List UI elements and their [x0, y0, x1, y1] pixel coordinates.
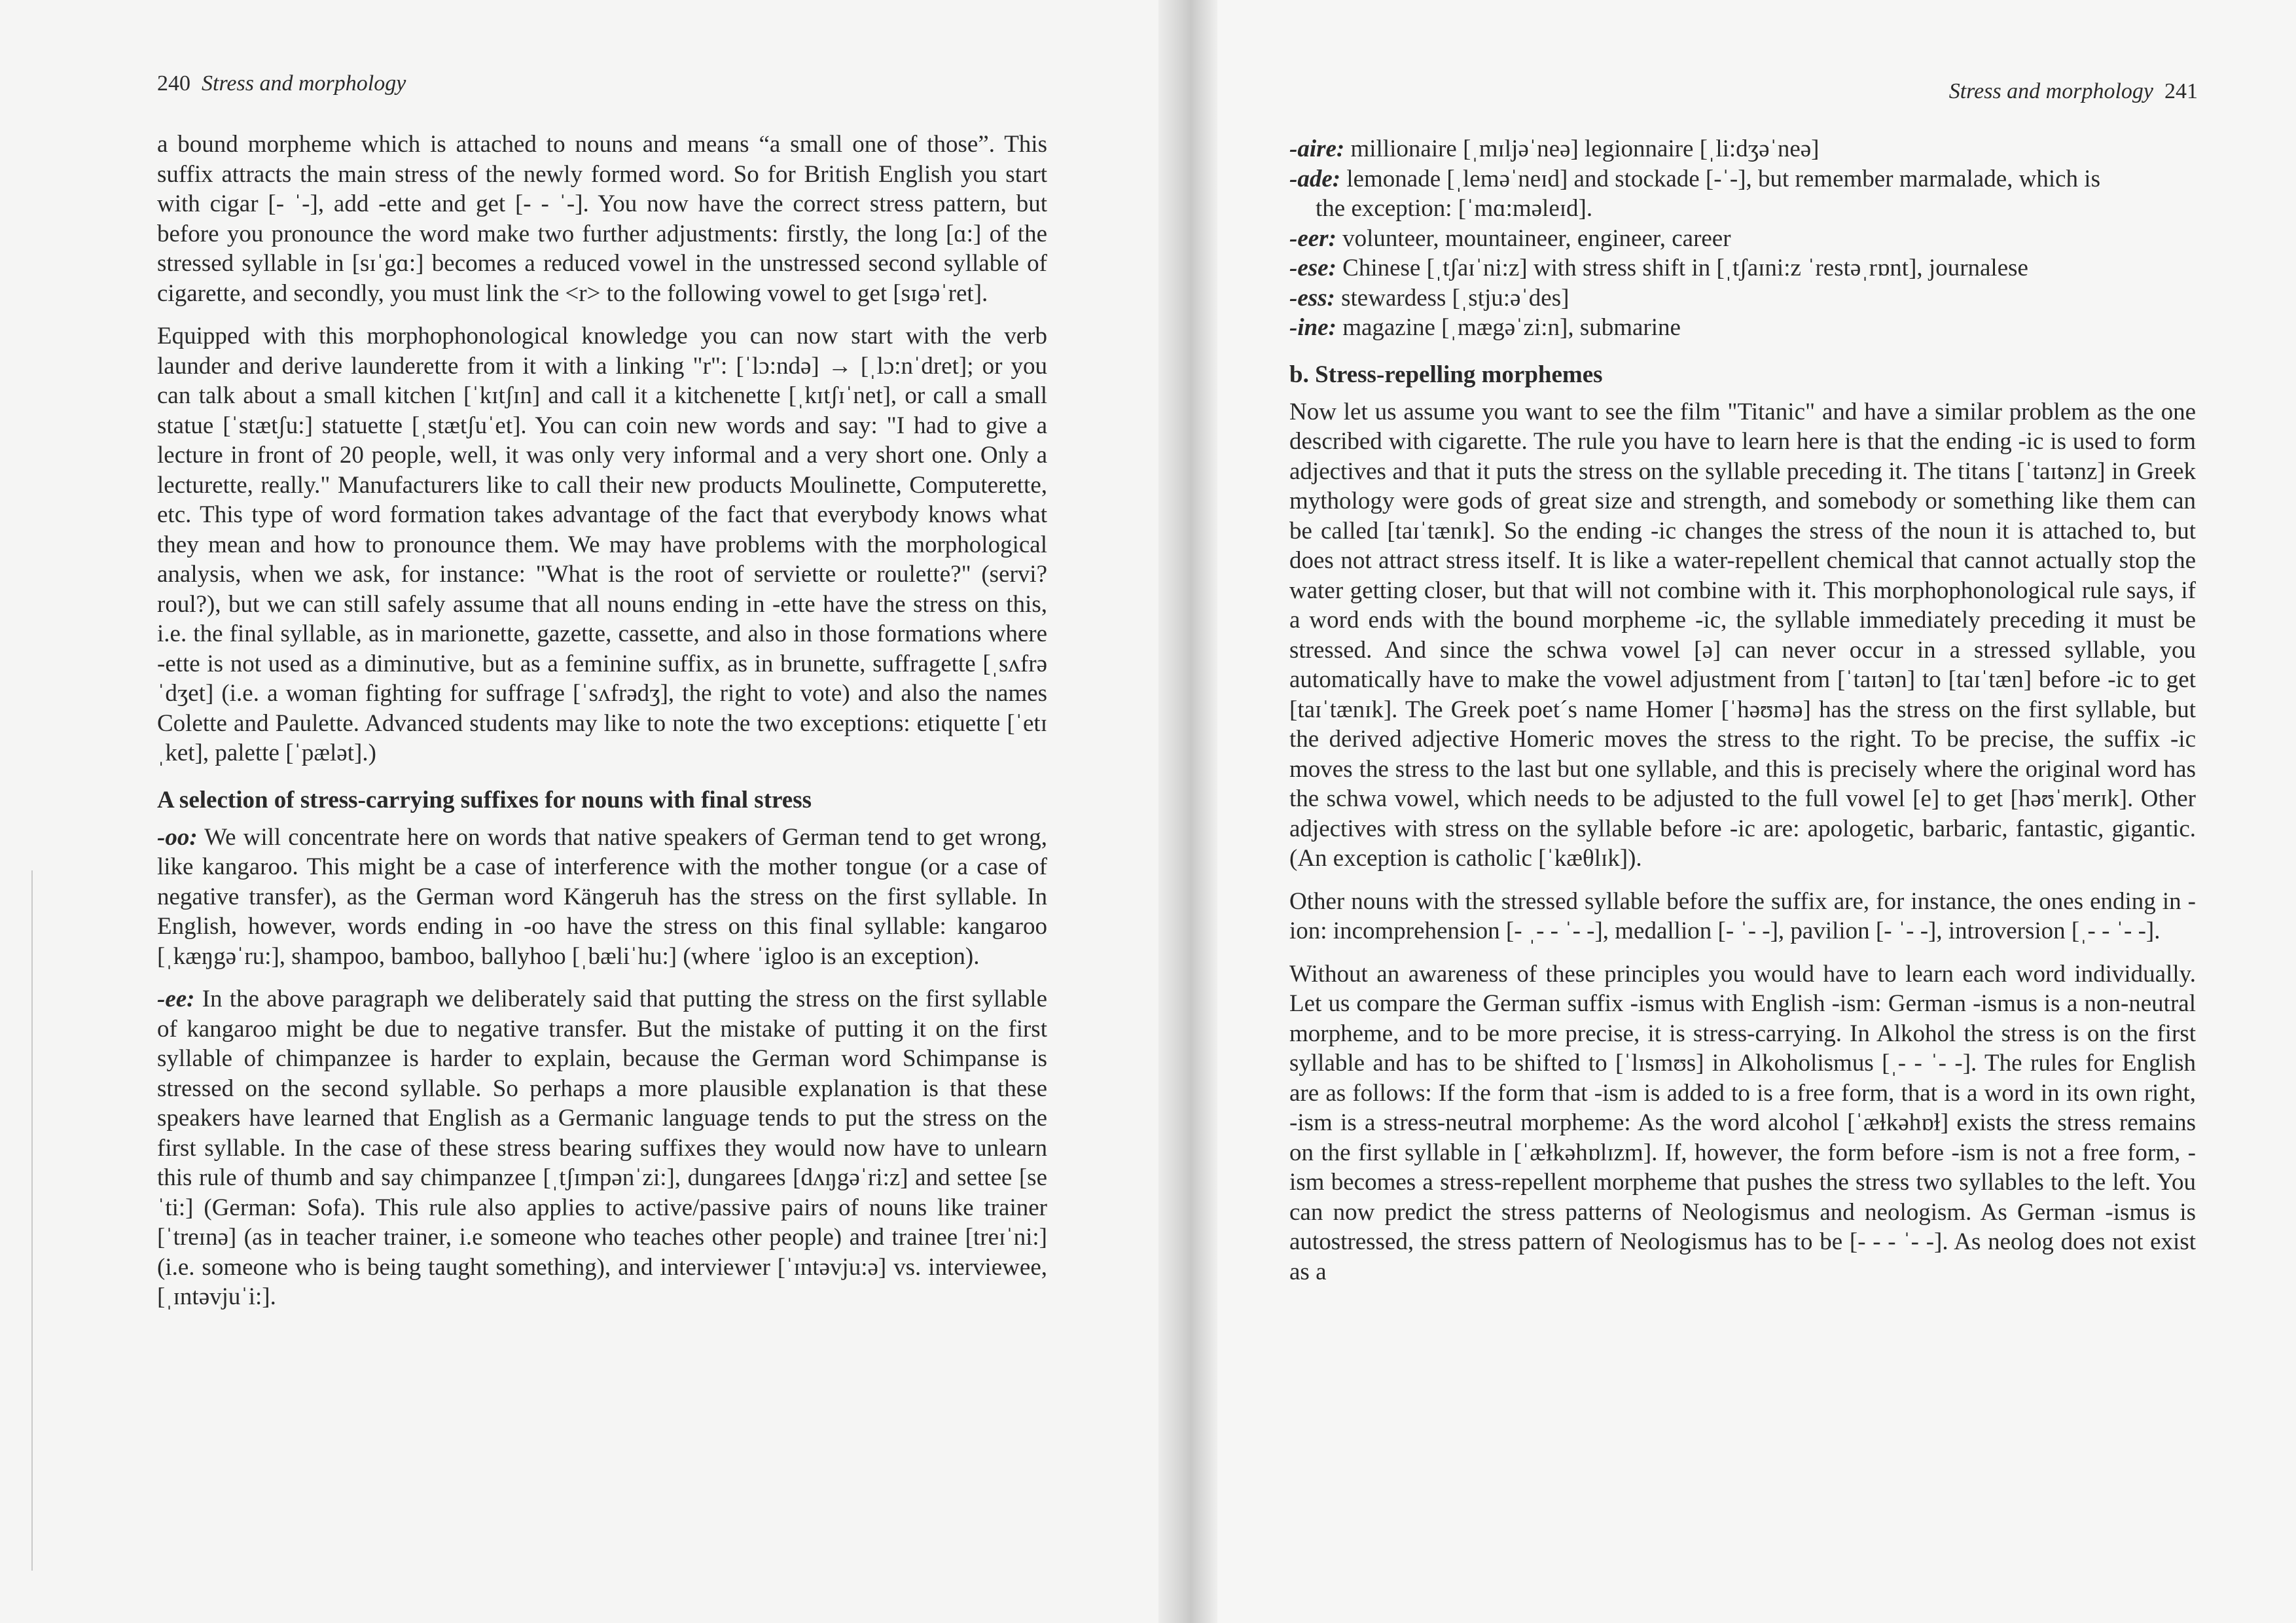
suffix-term: -ess: — [1289, 284, 1335, 312]
suffix-text: volunteer, mountaineer, engineer, career — [1342, 224, 1731, 252]
suffix-term: -ese: — [1289, 255, 1336, 281]
paragraph: Now let us assume you want to see the film "Titanic" and have a similar problem as the one described with cigarette. The rule you have to learn here is that the ending -ic is used to form adjectives and that it puts the stress on the syllable preceding it. The titans [ˈtaɪtənz] in Greek mythology were gods of great size and strength, and somebody or something like them can be called [taɪˈtænɪk]. So the ending -ic changes the stress of the noun it is attached to, but does not attract stress itself. It is like a water-repellent chemical that cannot actually stop the water getting closer, but that will not combine with it. This morphophonological rule says, if a word ends with the bound morpheme -ic, the syllable immediately preceding it must be stressed. And since the schwa vowel [ə] can never occur in a stressed syllable, you automatically have to make the vowel adjustment from [ˈtaɪtən] to [taɪˈtæn] before -ic to get [taɪˈtænɪk]. The Greek poet´s name Homer [ˈhəʊmə] has the stress on the first syllable, but the derived adjective Homeric moves the stress to the right. To be precise, the suffix -ic moves the stress to the last but one syllable, and this is precisely where the original word has the schwa vowel, which needs to be adjusted to the full vowel [e] to get [həʊˈmerɪk]. Other adjectives with stress on the syllable before -ic are: apologetic, barbaric, fantastic, gigantic. (An exception is catholic [ˈkæθlɪk]). — [1289, 398, 2196, 872]
right-page — [1217, 0, 2296, 1623]
page-number: 240 — [157, 71, 190, 96]
suffix-entry-ee — [157, 984, 1047, 1312]
suffix-entry-oo — [157, 823, 1047, 972]
suffix-entry-continuation — [1289, 194, 2196, 224]
suffix-text: the exception: [ˈmɑ:məleɪd]. — [1316, 195, 1593, 222]
section-heading: b. Stress-repelling morphemes — [1289, 361, 1603, 388]
suffix-entry — [1289, 224, 2196, 254]
suffix-entry — [1289, 164, 2196, 194]
suffix-text: In the above paragraph we deliberately said that putting the stress on the first syllable of kangaroo might be due to negative transfer. But the mistake of putting it on the first syllable of chimpanzee is harder to explain, because the German word Schimpanse is stressed on the second syllable. So perhaps a more plausible explanation is that these speakers have learned that English as a Germanic language tends to put the stress on the first syllable. In the case of these stress bearing suffixes they would now have to unlearn this rule of thumb and say chimpanzee [ˌtʃɪmpənˈzi:], dungarees [dʌŋgəˈri:z] and settee [seˈti:] (German: Sofa). This rule also applies to active/passive pairs of nouns like trainer [ˈtreɪnə] (as in teacher trainer, i.e someone who teaches other people) and trainee [treɪˈni:] (i.e. someone who is being taught something), and interviewer [ˈɪntəvju:ə] vs. interviewee, [ˌɪntəvjuˈi:]. — [157, 986, 1048, 1310]
suffix-text: We will concentrate here on words that native speakers of German tend to get wrong, like kangaroo. This might be a case of interference with the mother tongue (or a case of negative transfer), as the German word Kängeruh has the stress on the first syllable. In English, however, words ending in -oo have the stress on this final syllable: kangaroo [ˌkæŋgəˈru:], shampoo, bamboo, ballyhoo [ˌbæliˈhu:] (where ˈigloo is an exception). — [157, 823, 1047, 970]
running-head-right — [1949, 79, 2198, 105]
paragraph: Equipped with this morphophonological knowledge you can now start with the verb launder and derive launderette from it with a linking "r": [ˈlɔ:ndə] → [ˌlɔ:nˈdret]; or you can talk about a small kitchen [ˈkɪtʃɪn] and call it a kitchenette [ˌkɪtʃɪˈnet], or call a small statue [ˈstætʃu:] statuette [ˌstætʃuˈet]. You can coin new words and say: "I had to give a lecture in front of 20 people, well, it was only very informal and a very short one. Only a lecturette, really." Manufacturers like to call their new products Moulinette, Computerette, etc. This type of word formation takes advantage of the fact that everybody knows what they mean and how to pronounce them. We may have problems with the morphological analysis, when we ask, for instance: "What is the root of serviette or roulette?" (servi? roul?), but we can still safely assume that all nouns ending in -ette have the stress on this, i.e. the final syllable, as in marionette, gazette, cassette, and also in those formations where -ette is not used as a diminutive, but as a feminine suffix, as in brunette, suffragette [ˌsʌfrəˈdʒet] (i.e. a woman fighting for suffrage [ˈsʌfrədʒ], the right to vote) and also the names Colette and Paulette. Advanced students may like to note the two exceptions: etiquette [ˈetɪˌket], palette [ˈpælət].) — [157, 323, 1047, 766]
suffix-term: -oo: — [157, 823, 198, 851]
suffix-term: -ine: — [1289, 314, 1336, 341]
running-title: Stress and morphology — [1948, 79, 2153, 103]
suffix-text: Chinese [ˌtʃaɪˈni:z] with stress shift in [ˌtʃaɪni:z ˈrestəˌrɒnt], journalese — [1342, 255, 2028, 281]
suffix-entry — [1289, 313, 2196, 343]
suffix-entry — [1289, 134, 2196, 164]
paragraph: Without an awareness of these principles you would have to learn each word individually. Let us compare the German suffix -ismus with English -ism: German -ismus is a non-neutral morpheme, and to be more precise, it is stress-carrying. In Alkohol the stress is on the first syllable and has to be shifted to [ˈlɪsmʊs] in Alkoholismus [ˌ- - ˈ- -]. The rules for English are as follows: If the form that -ism is added to is a free form, that is a word in its own right, -ism is a stress-neutral morpheme: As the word alcohol [ˈæɫkəhɒɫ] exists the stress remains on the first syllable in [ˈæɫkəhɒlɪzm]. If, however, the form before -ism is not a free form, -ism becomes a stress-repellent morpheme that pushes the stress two syllables to the left. You can now predict the stress patterns of Neologismus and neologism. As German -ismus is autostressed, the stress pattern of Neologismus has to be [- - - ˈ- -]. As neolog does not exist as a — [1289, 960, 2196, 1285]
page-number: 241 — [2164, 79, 2198, 103]
suffix-term: -ee: — [157, 986, 195, 1012]
paragraph: a bound morpheme which is attached to nouns and means “a small one of those”. This suffix attracts the main stress of the newly formed word. So for British English you start with cigar [- ˈ-], add -ette and get [- - ˈ-]. You now have the correct stress pattern, but before you pronounce the word make two further adjustments: firstly, the long [ɑ:] of the stressed syllable in [sɪˈgɑ:] becomes a reduced vowel in the unstressed second syllable of cigarette, and secondly, you must link the <r> to the following vowel to get [sɪgəˈret]. — [157, 131, 1047, 307]
suffix-term: -eer: — [1289, 224, 1336, 252]
suffix-text: stewardess [ˌstju:əˈdes] — [1341, 284, 1570, 312]
running-head-left — [157, 71, 406, 97]
left-text-column — [157, 130, 1047, 1325]
suffix-term: -ade: — [1289, 165, 1341, 192]
running-title: Stress and morphology — [202, 71, 406, 96]
suffix-entry — [1289, 283, 2196, 313]
page-edge-line — [31, 870, 33, 1571]
suffix-text: magazine [ˌmægəˈzi:n], submarine — [1342, 314, 1681, 341]
book-gutter — [1158, 0, 1217, 1623]
suffix-entry — [1289, 253, 2196, 283]
section-heading: A selection of stress-carrying suffixes for nouns with final stress — [157, 786, 812, 813]
suffix-text: lemonade [ˌleməˈneɪd] and stockade [-ˈ-], but remember marmalade, which is — [1346, 165, 2100, 192]
suffix-term: -aire: — [1289, 135, 1345, 162]
paragraph: Other nouns with the stressed syllable before the suffix are, for instance, the ones ending in -ion: incomprehension [- ˌ- - ˈ- -], medallion [- ˈ- -], pavilion [- ˈ- -], introversion [ˌ- - ˈ- -]. — [1289, 887, 2196, 944]
suffix-text: millionaire [ˌmɪljəˈneə] legionnaire [ˌli:dʒəˈneə] — [1350, 135, 1820, 162]
right-text-column — [1289, 134, 2196, 1300]
